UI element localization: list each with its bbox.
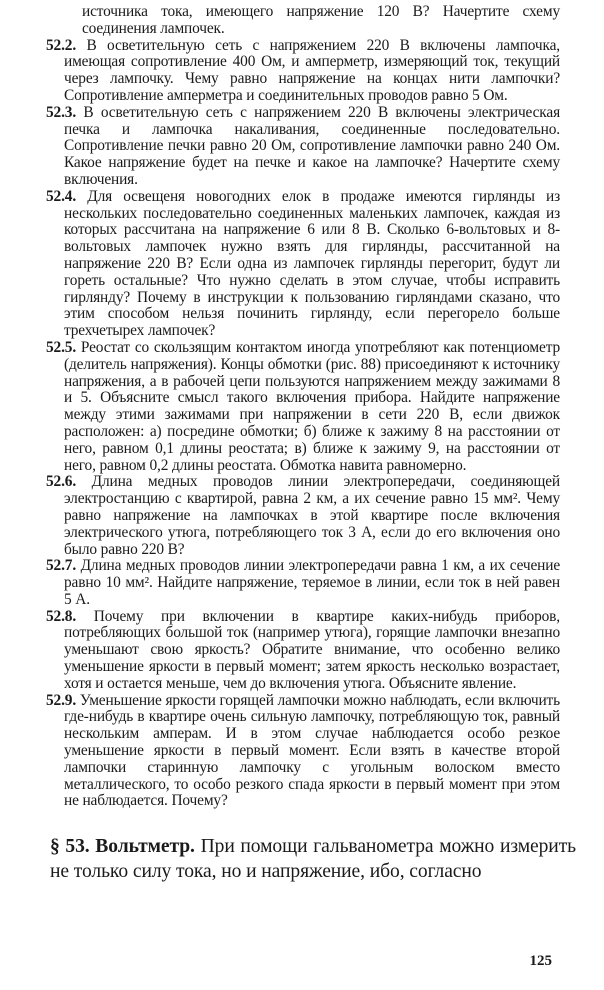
problem-text: В осветительную сеть с напряжением 220 В включены лампочка, имеющая сопротивление 400 Ом, и амперметр, измеряющий ток, текущий через лампочку. Чему равно напряжение на концах нити лампочки? Сопротивление амперметра и соединительных проводов равно 5 Ом. <box>64 36 560 104</box>
problem-52-6 <box>46 473 560 558</box>
problem-number: 52.2. <box>46 36 77 54</box>
section-53 <box>50 834 576 884</box>
problem-text: Уменьшение яркости горящей лампочки можно наблюдать, если включить где-нибудь в квартире очень сильную лампочку, потребляющую ток, равный нескольким амперам. И в этом случае наблюдается особо резкое уменьшение яркости в первый момент. Если взять в качестве второй лампочки старинную лампочку с угольным волоском вместо металлического, то особо резкого спада яркости в первый момент при этом не наблюдается. Почему? <box>64 691 560 810</box>
problem-text: Длина медных проводов линии электропередачи, соединяющей электростанцию с квартирой, равна 2 км, а их сечение равно 15 мм². Чему равно напряжение на лампочках в этой квартире после включения электрического утюга, потребляющего ток 3 А, если до его включения оно было равно 220 В? <box>64 473 560 558</box>
problem-52-4 <box>46 187 560 340</box>
problem-text: Реостат со скользящим контактом иногда употребляют как потенциометр (делитель напряжения). Концы обмотки (рис. 88) присоединяют к источнику напряжения, а в рабочей цепи пользуются напряжением между зажимами 8 и 5. Объясните смысл такого включения прибора. Найдите напряжение между этими зажимами при напряжении в сети 220 В, если движок расположен: а) посредине обмотки; б) ближе к зажиму 8 на расстоянии от него, равном 0,1 длины реостата; в) ближе к зажиму 9, на расстоянии от него, равном 0,2 длины реостата. Обмотка навита равномерно. <box>64 338 560 474</box>
problem-intro-continuation: источника тока, имеющего напряжение 120 В? Начертите схему соединения лампочек. <box>82 3 560 37</box>
problem-52-8 <box>46 607 560 693</box>
page-number: 125 <box>529 953 552 969</box>
problem-text: Для освещеня новогодних елок в продаже имеются гирлянды из нескольких последовательно соединенных маленьких лампочек, каждая из которых рассчитана на напряжение 6 или 8 В. Сколько 6-вольтовых и 8-вольтовых лампочек нужно взять для гирлянды, рассчитанной на напряжение 220 В? Если одна из лампочек гирлянды перегорит, будут ли гореть остальные? Что нужно сделать в этом случае, чтобы исправить гирлянду? Почему в инструкции к пользованию гирляндами сказано, что этим способом нельзя починить гирлянду, если перегорело больше трехчетырех лампочек? <box>64 187 560 340</box>
problem-52-2 <box>46 36 560 105</box>
section-text: При помощи гальванометра можно измерить не только силу тока, но и напряжение, ибо, согласно <box>50 836 576 883</box>
problem-number: 52.8. <box>46 607 77 625</box>
problem-number: 52.6. <box>46 473 77 491</box>
problem-52-9 <box>46 691 560 811</box>
problem-number: 52.7. <box>46 557 77 575</box>
problem-number: 52.3. <box>46 103 77 121</box>
problem-number: 52.4. <box>46 187 77 205</box>
section-heading: § 53. Вольтметр. <box>50 836 195 858</box>
problem-52-7 <box>46 557 561 608</box>
problem-text: Длина медных проводов линии электропередачи равна 1 км, а их сечение равно 10 мм². Найдите напряжение, теряемое в линии, если ток в ней равен 5 А. <box>64 557 561 608</box>
problem-52-5 <box>46 338 560 474</box>
problem-text: Почему при включении в квартире каких-нибудь приборов, потребляющих большой ток (например утюга), горящие лампочки внезапно уменьшают свою яркость? Обратите внимание, что особенно велико уменьшение яркости в первый момент; затем яркость несколько возрастает, хотя и остается меньше, чем до включения утюга. Объясните явление. <box>64 607 560 692</box>
problem-list <box>46 3 561 810</box>
problem-text: В осветительную сеть с напряжением 220 В включены электрическая печка и лампочка накаливания, соединенные последовательно. Сопротивление печки равно 20 Ом, сопротивление лампочки равно 240 Ом. Какое напряжение будет на печке и какое на лампочке? Начертите схему включения. <box>64 103 560 188</box>
problem-number: 52.5. <box>46 338 77 356</box>
problem-number: 52.9. <box>46 691 77 709</box>
problem-52-3 <box>46 103 560 189</box>
